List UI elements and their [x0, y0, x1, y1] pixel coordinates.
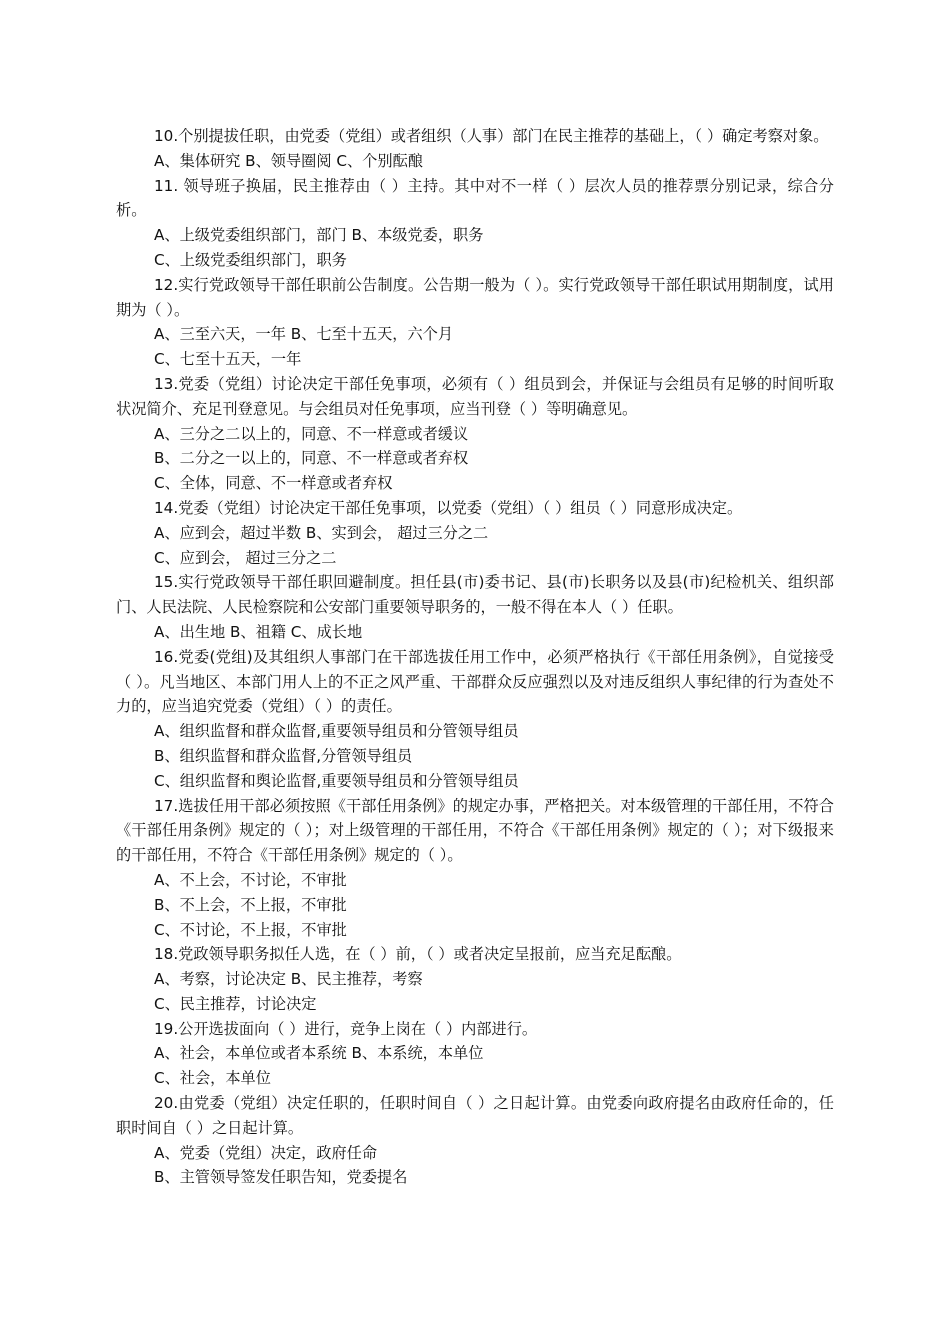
question-16-option-a: A、组织监督和群众监督,重要领导组员和分管领导组员 — [154, 722, 519, 741]
document-body — [116, 124, 834, 1190]
question-20-option-b: B、主管领导签发任职告知，党委提名 — [154, 1168, 408, 1187]
question-15-options: A、出生地 B、祖籍 C、成长地 — [154, 622, 363, 641]
question-13-option-a: A、三分之二以上的，同意、不一样意或者缓议 — [154, 424, 469, 443]
question-16-option-c: C、组织监督和舆论监督,重要领导组员和分管领导组员 — [154, 771, 519, 790]
question-14: 14.党委（党组）讨论决定干部任免事项，以党委（党组）（ ）组员（ ）同意形成决定。 — [154, 498, 743, 517]
question-17: 17.选拔任用干部必须按照《干部任用条例》的规定办事，严格把关。对本级管理的干部任用，不符合《干部任用条例》规定的（ ）；对上级管理的干部任用，不符合《干部任用条例》规定的（ ）；对下级报来的干部任用，不符合《干部任用条例》规定的（ ）。 — [116, 796, 834, 865]
question-12-option-ab: A、三至六天，一年 B、七至十五天，六个月 — [154, 325, 454, 344]
question-14-option-ab: A、应到会，超过半数 B、实到会， 超过三分之二 — [154, 523, 489, 542]
question-10-options: A、集体研究 B、领导圈阅 C、个别酝酿 — [154, 151, 423, 170]
question-13-option-b: B、二分之一以上的，同意、不一样意或者弃权 — [154, 449, 469, 468]
question-13: 13.党委（党组）讨论决定干部任免事项，必须有（ ）组员到会，并保证与会组员有足够的时间听取状况简介、充足刊登意见。与会组员对任免事项，应当刊登（ ）等明确意见。 — [116, 374, 834, 418]
question-15: 15.实行党政领导干部任职回避制度。担任县(市)委书记、县(市)长职务以及县(市)纪检机关、组织部门、人民法院、人民检察院和公安部门重要领导职务的，一般不得在本人（ ）任职。 — [116, 573, 834, 617]
question-11: 11. 领导班子换届，民主推荐由（ ）主持。其中对不一样（ ）层次人员的推荐票分别记录，综合分析。 — [116, 176, 834, 220]
question-18-option-c: C、民主推荐，讨论决定 — [154, 994, 317, 1013]
question-13-option-c: C、全体，同意、不一样意或者弃权 — [154, 474, 393, 493]
question-16: 16.党委(党组)及其组织人事部门在干部选拔任用工作中，必须严格执行《干部任用条例》，自觉接受（ ）。凡当地区、本部门用人上的不正之风严重、干部群众反应强烈以及对违反组织人事纪律的行为查处不力的，应当追究党委（党组）（ ）的责任。 — [116, 647, 834, 716]
question-17-option-b: B、不上会，不上报，不审批 — [154, 895, 347, 914]
question-10: 10.个别提拔任职，由党委（党组）或者组织（人事）部门在民主推荐的基础上，（ ）确定考察对象。 — [154, 127, 829, 145]
question-19-option-c: C、社会，本单位 — [154, 1069, 271, 1088]
question-20-option-a: A、党委（党组）决定，政府任命 — [154, 1143, 378, 1162]
question-18: 18.党政领导职务拟任人选，在（ ）前，（ ）或者决定呈报前，应当充足酝酿。 — [154, 945, 682, 964]
question-20: 20.由党委（党组）决定任职的，任职时间自（ ）之日起计算。由党委向政府提名由政府任命的，任职时间自（ ）之日起计算。 — [116, 1094, 834, 1137]
question-18-option-ab: A、考察，讨论决定 B、民主推荐，考察 — [154, 970, 423, 989]
question-19-option-ab: A、社会，本单位或者本系统 B、本系统，本单位 — [154, 1044, 484, 1063]
question-17-option-a: A、不上会，不讨论，不审批 — [154, 870, 347, 889]
question-14-option-c: C、应到会， 超过三分之二 — [154, 548, 337, 567]
question-17-option-c: C、不讨论，不上报，不审批 — [154, 920, 347, 939]
question-11-option-c: C、上级党委组织部门，职务 — [154, 250, 347, 269]
question-12-option-c: C、七至十五天，一年 — [154, 350, 302, 369]
question-11-option-ab: A、上级党委组织部门，部门 B、本级党委，职务 — [154, 226, 484, 245]
question-16-option-b: B、组织监督和群众监督,分管领导组员 — [154, 746, 413, 765]
question-12: 12.实行党政领导干部任职前公告制度。公告期一般为（ ）。实行党政领导干部任职试用期制度，试用期为（ ）。 — [116, 275, 834, 319]
question-19: 19.公开选拔面向（ ）进行，竞争上岗在（ ）内部进行。 — [154, 1019, 538, 1038]
